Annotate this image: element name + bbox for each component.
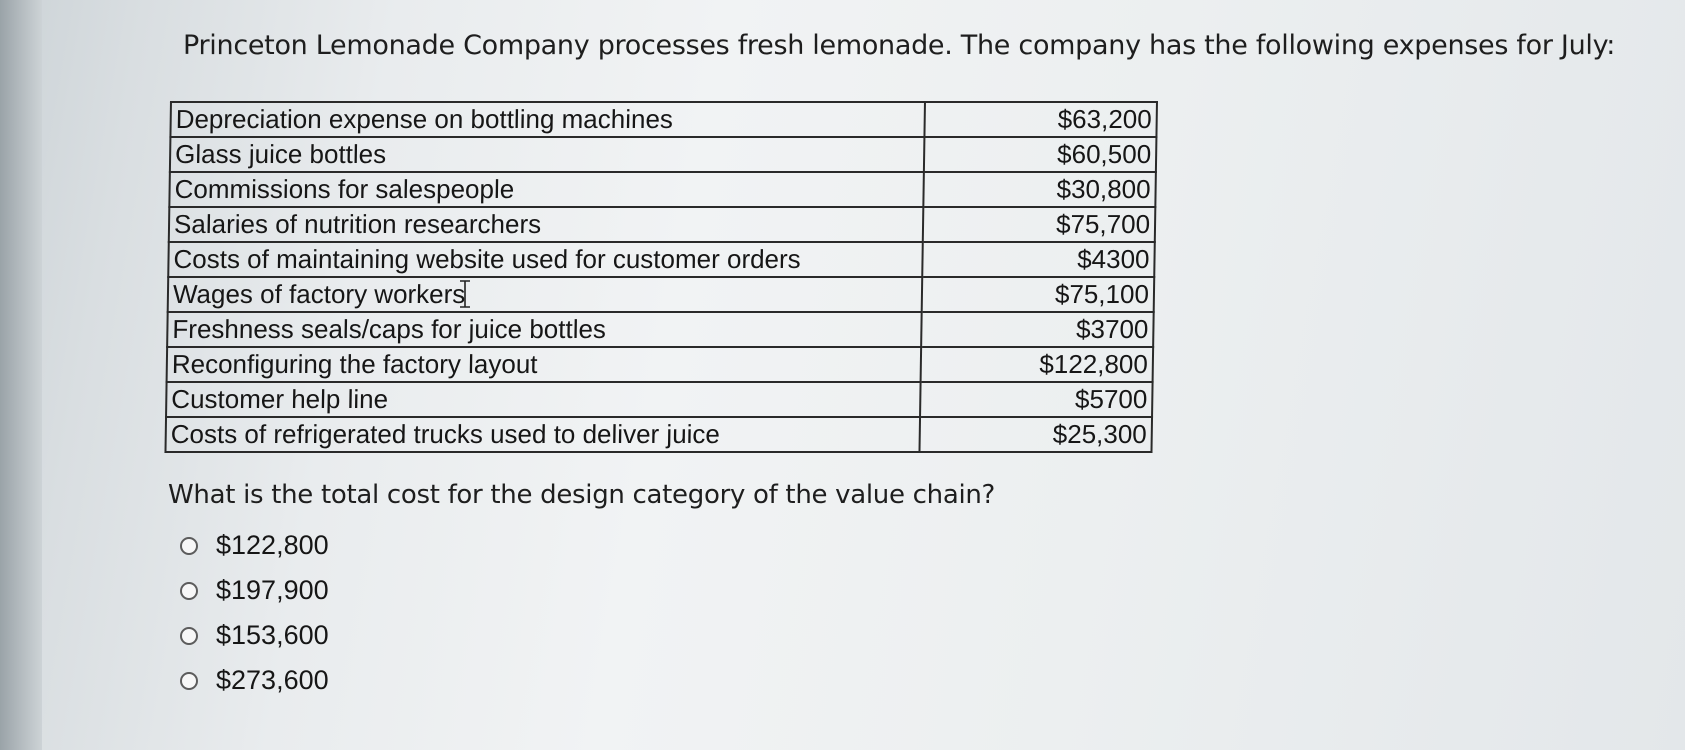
answer-option-label: $197,900	[216, 575, 329, 605]
table-row	[170, 137, 1157, 172]
table-row	[169, 172, 1156, 207]
expense-label: Depreciation expense on bottling machines	[170, 102, 925, 137]
expense-amount: $3700	[921, 312, 1154, 347]
expense-label: Reconfiguring the factory layout	[167, 347, 922, 382]
expense-label: Customer help line	[166, 382, 921, 417]
expense-amount: $60,500	[924, 137, 1157, 172]
expense-amount: $5700	[920, 382, 1153, 417]
table-row	[169, 207, 1156, 242]
answer-option-label: $153,600	[216, 620, 329, 650]
table-row	[170, 102, 1157, 137]
answer-option[interactable]	[180, 613, 329, 658]
expense-label: Costs of maintaining website used for customer orders	[168, 242, 923, 277]
radio-button[interactable]	[180, 672, 198, 690]
expense-label: Salaries of nutrition researchers	[169, 207, 924, 242]
answer-option[interactable]	[180, 568, 329, 613]
table-row	[167, 347, 1154, 382]
answer-option[interactable]	[180, 658, 329, 703]
expense-amount: $63,200	[924, 102, 1157, 137]
radio-button[interactable]	[180, 627, 198, 645]
expense-label: Commissions for salespeople	[169, 172, 924, 207]
expense-label: Wages of factory workers	[168, 277, 923, 312]
table-row	[166, 382, 1153, 417]
question-intro: Princeton Lemonade Company processes fresh lemonade. The company has the following expenses for July:	[183, 30, 1616, 61]
expense-amount: $75,100	[922, 277, 1155, 312]
table-row	[168, 277, 1155, 312]
expense-table	[164, 101, 1158, 453]
answer-option-label: $122,800	[216, 530, 329, 560]
question-prompt: What is the total cost for the design category of the value chain?	[168, 480, 996, 510]
expense-label: Costs of refrigerated trucks used to deliver juice	[165, 417, 920, 452]
expense-label: Glass juice bottles	[170, 137, 925, 172]
expense-amount: $25,300	[919, 417, 1152, 452]
answer-option-label: $273,600	[216, 665, 329, 695]
radio-button[interactable]	[180, 537, 198, 555]
answer-option[interactable]	[180, 523, 329, 568]
radio-button[interactable]	[180, 582, 198, 600]
expense-amount: $122,800	[921, 347, 1154, 382]
table-row	[167, 312, 1154, 347]
answer-options	[180, 523, 329, 703]
text-cursor-icon	[459, 280, 471, 308]
expense-amount: $75,700	[923, 207, 1156, 242]
expense-amount: $4300	[922, 242, 1155, 277]
table-row	[165, 417, 1152, 452]
expense-amount: $30,800	[923, 172, 1156, 207]
table-row	[168, 242, 1155, 277]
screen-bezel	[0, 0, 42, 750]
expense-label: Freshness seals/caps for juice bottles	[167, 312, 922, 347]
